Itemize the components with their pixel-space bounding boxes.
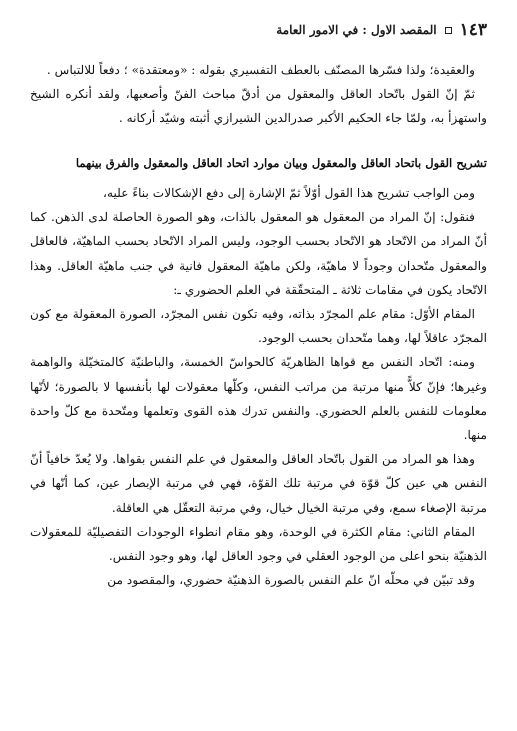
- text-block-main: [30, 181, 487, 592]
- page-number: ١٤٣: [459, 20, 487, 40]
- paragraph: والعقيدة؛ ولذا فسّرها المصنّف بالعطف التفسيري بقوله : «ومعتقدة» ؛ دفعاً للالتباس .: [46, 63, 475, 77]
- text-block-top: [30, 58, 487, 131]
- paragraph: ومنه: اتّحاد النفس مع قواها الظاهريّة كالحواسّ الخمسة، والباطنيّة كالمتخيّلة والواهمة وغيرها؛ فإنّ كلاًّ منها مرتبة من مراتب النفس، وكلّها معقولات لها بأنفسها لا بالصورة؛ لأنّها معلومات للنفس بالعلم الحضوري. والنفس تدرك هذه القوى وتعلمها ومتّحدة مع كلّ واحدة منها.: [30, 355, 487, 443]
- paragraph: ومن الواجب تشريح هذا القول أوّلاً ثمّ الإشارة إلى دفع الإشكالات بناءً عليه،: [103, 186, 475, 200]
- paragraph: وقد تبيّن في محلّه انّ علم النفس بالصورة الذهنيّة حضوري، والمقصود من: [107, 573, 475, 588]
- page-header: [34, 18, 487, 42]
- paragraph: المقام الثاني: مقام الكثرة في الوحدة، وهو مقام انطواء الوجودات التفصيليّة للمعقولات الذهنيّة بنحو اعلى من الوجود العقلي في وجود العاقل لها، وهو وجود النفس.: [30, 524, 487, 564]
- paragraph: وهذا هو المراد من القول باتّحاد العاقل والمعقول في علم النفس بقواها. ولا يُعدّ خافياً أنّ النفس هي عين كلّ قوّة في مرتبة تلك القوّة، فهي في مرتبة الإبصار عين، كما أنّها في مرتبة الإصغاء سمع، وفي مرتبة الخيال خيال، وفي مرتبة التعقّل هي العاقلة.: [30, 452, 487, 515]
- section-heading: تشريح القول باتحاد العاقل والمعقول وبيان موارد اتحاد العاقل والمعقول والفرق بينهما: [75, 156, 487, 170]
- running-head: المقصد الاول : في الامور العامة: [276, 23, 437, 37]
- paragraph: ثمّ إنّ القول باتّحاد العاقل والمعقول من أدقّ مباحث الفنّ وأصعبها، ولقد أنكره الشيخ واستهزأ به، ولمّا جاء الحكيم الأكبر صدرالدين الشيرازي أثبته وشيّد أركانه .: [30, 87, 487, 126]
- square-separator-icon: [445, 27, 452, 34]
- paragraph: فنقول: إنّ المراد من المعقول هو المعقول بالذات، وهو الصورة الحاصلة لدى الذهن. كما أنّ المراد من الاتّحاد هو الاتّحاد بحسب الوجود، وليس المراد الاتّحاد بحسب الماهيّة، فالعاقل والمعقول متّحدان وجوداً لا ماهيّة، ولكن ماهيّة المعقول فانية في جنب ماهيّة العاقل. وهذا الاتّحاد يكون في مقامات ثلاثة ـ المتحقّقة في العلم الحضوري ـ:: [30, 210, 487, 297]
- paragraph: المقام الأوّل: مقام علم المجرّد بذاته، وفيه تكون نفس المجرّد، الصورة المعقولة مع كون المجرّد عاقلاً لها، وهما متّحدان بحسب الوجود.: [30, 307, 487, 346]
